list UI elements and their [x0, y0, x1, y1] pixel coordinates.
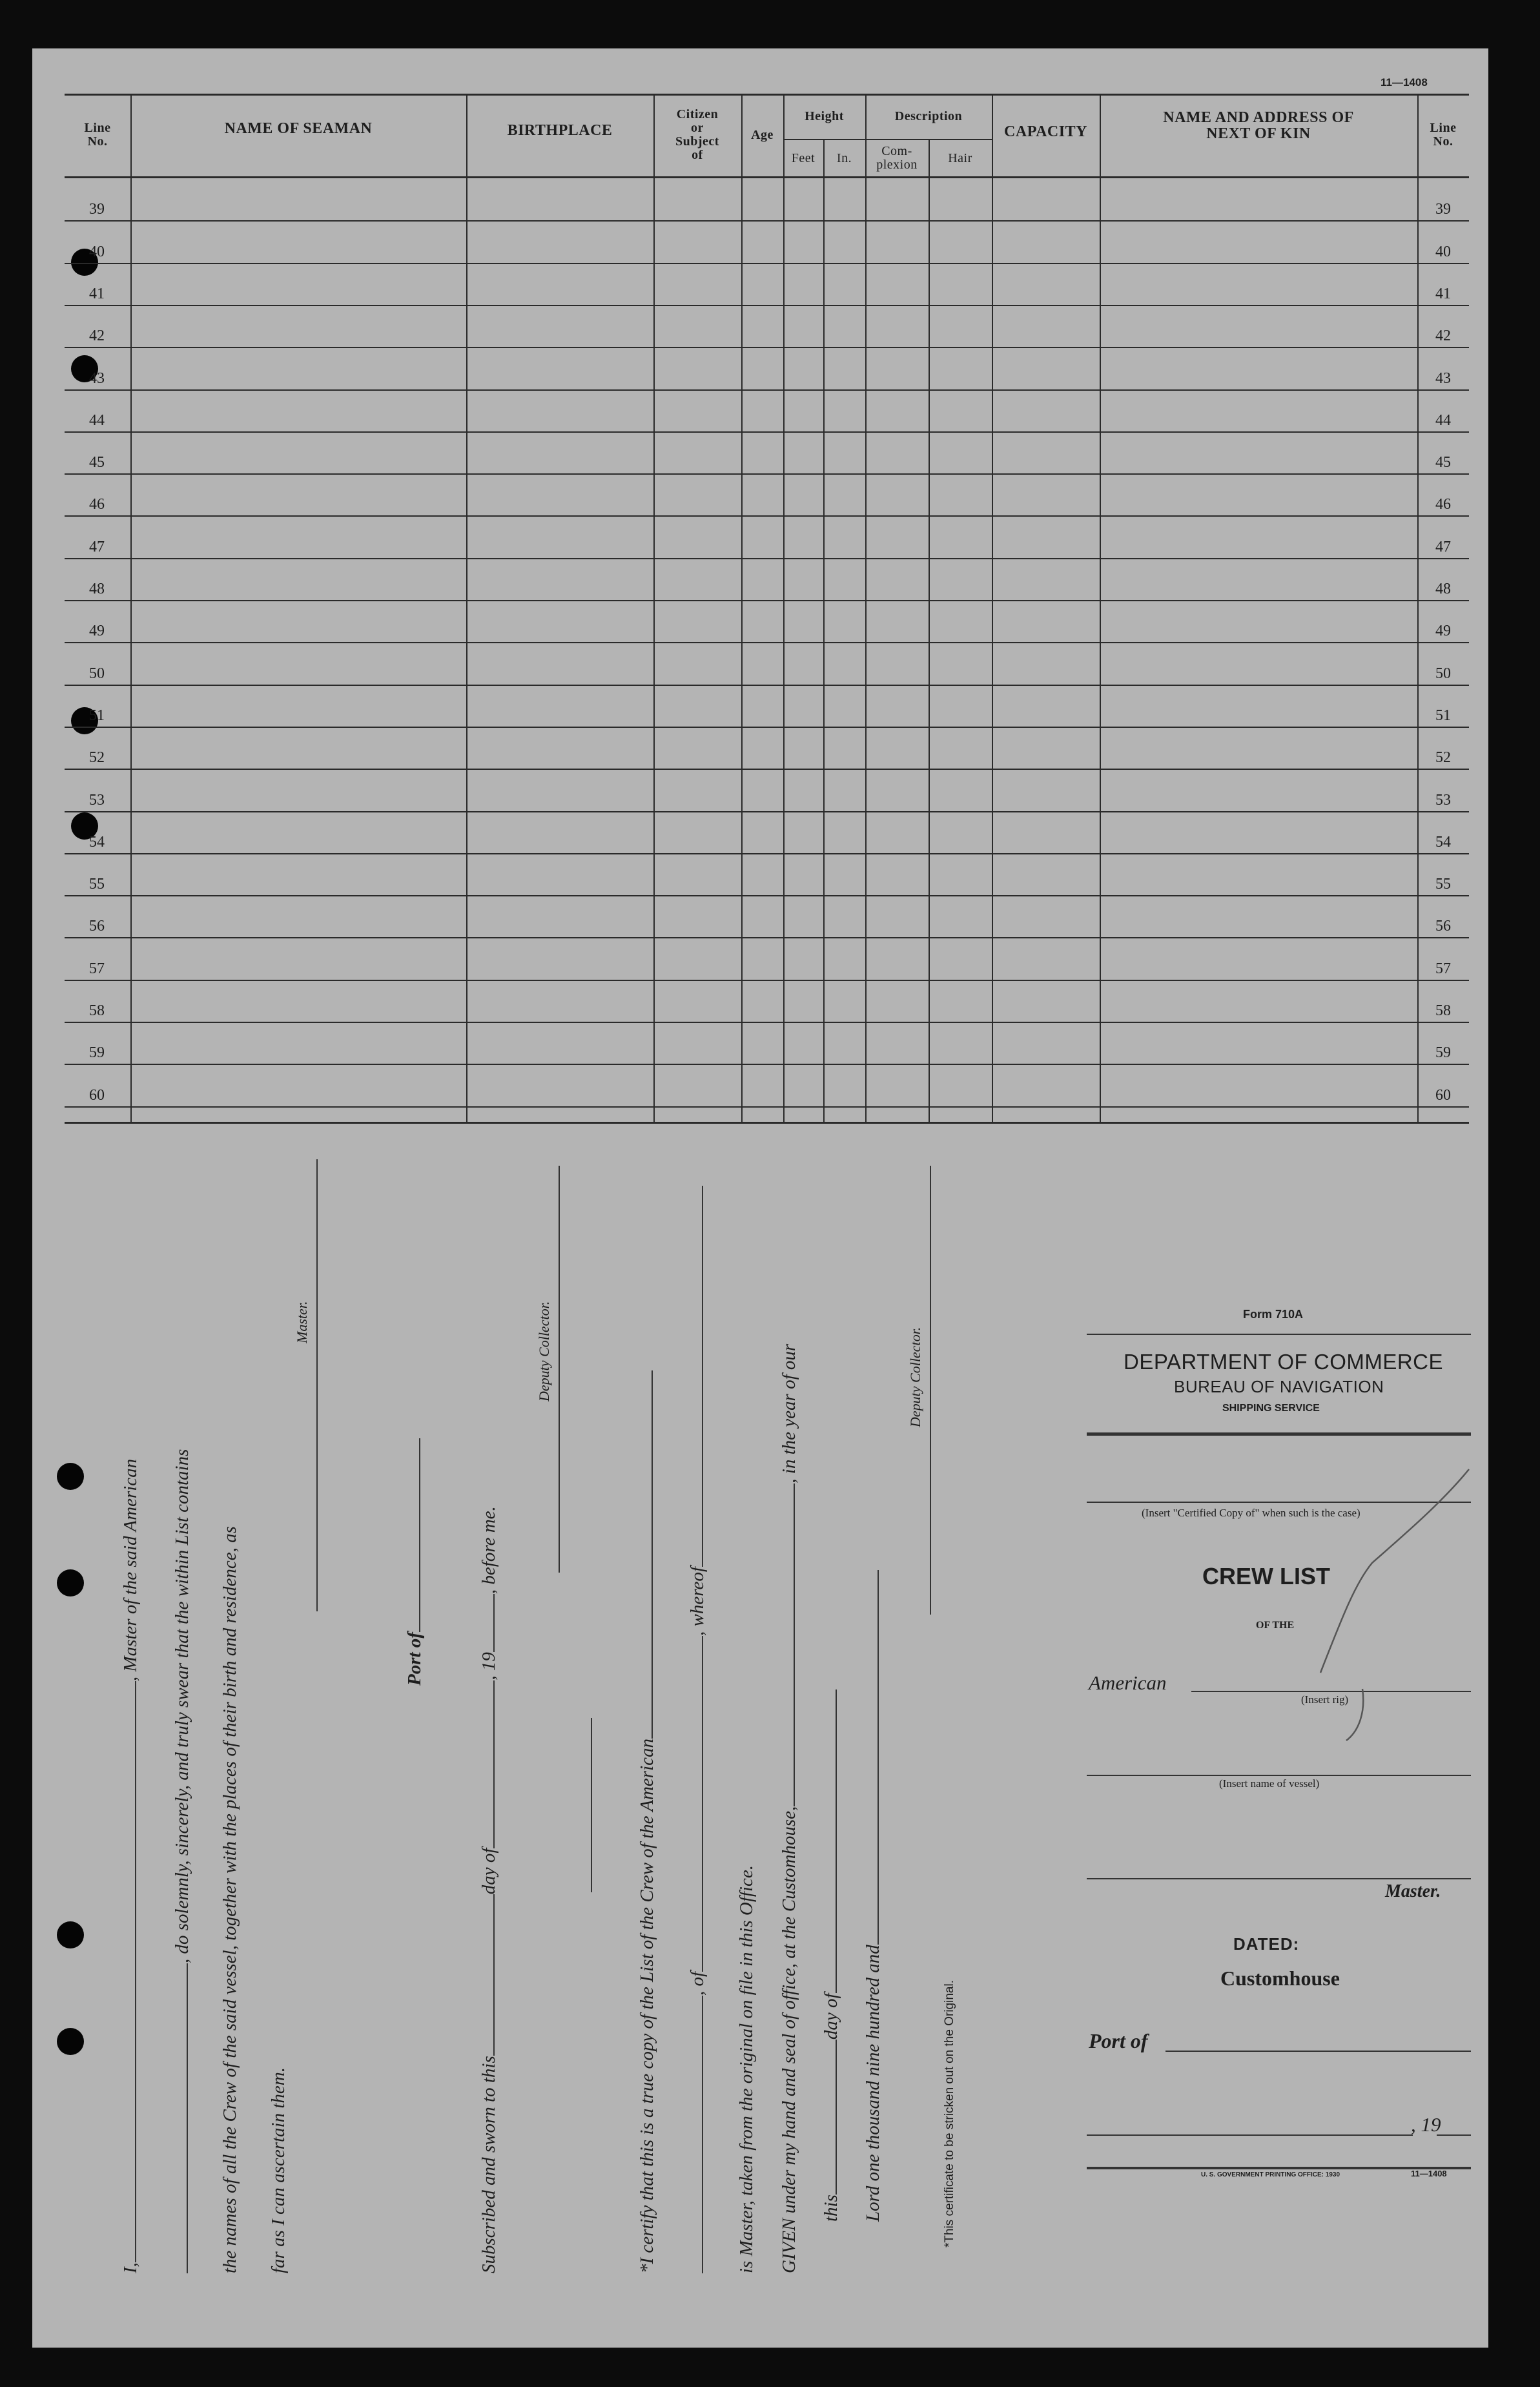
pencil-mark: [1343, 1686, 1369, 1744]
certify-line-1: *I certify that this is a true copy of the List of the Crew of the American: [636, 1370, 658, 2273]
given-line-3: Lord one thousand nine hundred and: [862, 1570, 884, 2222]
punch-hole: [57, 1569, 84, 1596]
header-line-no: Line No.: [84, 121, 111, 149]
line-number-right: 59: [1435, 1044, 1451, 1061]
line-number-left: 55: [89, 876, 105, 893]
line-number-right: 44: [1435, 412, 1451, 429]
line-number-left: 41: [89, 285, 105, 302]
line-number-right: 39: [1435, 201, 1451, 218]
header-line-no-right: Line No.: [1430, 121, 1457, 149]
line-number-right: 46: [1435, 496, 1451, 513]
row-rule: [65, 895, 1469, 896]
oath-line-3: the names of all the Crew of the said vessel, together with the places of their birth and residence, as: [220, 1526, 240, 2273]
insert-rig-note: (Insert rig): [1301, 1693, 1349, 1706]
crew-table: [65, 94, 1469, 1124]
year-label: , 19: [1411, 2113, 1441, 2136]
port-of-label-panel: Port of: [1089, 2029, 1148, 2052]
printer-imprint: U. S. GOVERNMENT PRINTING OFFICE: 1930: [1201, 2171, 1340, 2178]
oath-line-1: I,, Master of the said American: [120, 1458, 141, 2273]
line-number-right: 43: [1435, 370, 1451, 387]
line-number-right: 56: [1435, 918, 1451, 935]
row-rule: [65, 685, 1469, 686]
form-number: Form 710A: [1243, 1308, 1304, 1321]
insert-certified-note: (Insert "Certified Copy of" when such is the case): [1142, 1507, 1360, 1519]
punch-hole: [57, 1463, 84, 1490]
form-code-top: 11—1408: [1381, 76, 1428, 88]
row-rule: [65, 220, 1469, 222]
row-rule: [65, 1106, 1469, 1108]
line-number-right: 50: [1435, 665, 1451, 682]
line-number-right: 52: [1435, 749, 1451, 766]
row-rule: [65, 263, 1469, 264]
master-caption: Master.: [294, 1301, 310, 1343]
line-number-right: 48: [1435, 581, 1451, 597]
header-inches: In.: [836, 150, 852, 165]
header-hair: Hair: [948, 150, 972, 165]
punch-hole: [57, 1921, 84, 1948]
line-number-right: 57: [1435, 960, 1451, 977]
line-number-left: 56: [89, 918, 105, 935]
row-rule: [65, 558, 1469, 559]
row-rule: [65, 769, 1469, 770]
row-rule: [65, 980, 1469, 981]
certify-line-2: , of, whereof: [686, 1186, 708, 2273]
header-height: Height: [805, 108, 844, 123]
row-rule: [65, 305, 1469, 306]
header-complexion: Com-plexion: [876, 144, 918, 172]
row-rule: [65, 727, 1469, 728]
header-citizen: Citizen or Subject of: [675, 107, 719, 162]
row-rule: [65, 347, 1469, 348]
given-line-1: GIVEN under my hand and seal of office, at the Customhouse,, in the year of our: [779, 1343, 799, 2273]
row-rule: [65, 1064, 1469, 1065]
line-number-left: 48: [89, 581, 105, 597]
given-line-2: thisday of: [820, 1690, 842, 2222]
dated-label: DATED:: [1233, 1934, 1300, 1954]
oath-block: [119, 1143, 1023, 2273]
header-description: Description: [894, 108, 963, 123]
line-number-left: 46: [89, 496, 105, 513]
deputy-collector-caption-2: Deputy Collector.: [907, 1327, 923, 1427]
line-number-left: 57: [89, 960, 105, 977]
line-number-right: 55: [1435, 876, 1451, 893]
line-number-left: 43: [89, 370, 105, 387]
punch-hole: [57, 2028, 84, 2055]
line-number-left: 39: [89, 201, 105, 218]
shipping-service: SHIPPING SERVICE: [1222, 1403, 1320, 1414]
oath-line-4: far as I can ascertain them.: [268, 2067, 289, 2273]
row-rule: [65, 853, 1469, 854]
department-title: DEPARTMENT OF COMMERCE: [1124, 1350, 1444, 1374]
line-number-left: 54: [89, 834, 105, 851]
line-number-right: 47: [1435, 539, 1451, 555]
deputy-collector-caption-1: Deputy Collector.: [536, 1301, 552, 1401]
line-number-left: 50: [89, 665, 105, 682]
line-number-left: 58: [89, 1002, 105, 1019]
of-the-label: OF THE: [1256, 1620, 1295, 1631]
line-number-left: 59: [89, 1044, 105, 1061]
row-rule: [65, 811, 1469, 812]
row-rule: [65, 431, 1469, 433]
american-label: American: [1089, 1671, 1167, 1694]
row-rule: [65, 937, 1469, 938]
header-feet: Feet: [791, 150, 816, 165]
line-number-left: 60: [89, 1087, 105, 1104]
oath-line-2: , do solemnly, sincerely, and truly swear that the within List contains: [171, 1449, 193, 2273]
line-number-right: 54: [1435, 834, 1451, 851]
line-number-right: 58: [1435, 1002, 1451, 1019]
row-rule: [65, 642, 1469, 643]
crew-list-title: CREW LIST: [1202, 1563, 1330, 1589]
line-number-right: 41: [1435, 285, 1451, 302]
row-rule: [65, 389, 1469, 391]
line-number-left: 44: [89, 412, 105, 429]
insert-vessel-note: (Insert name of vessel): [1219, 1777, 1320, 1790]
line-number-left: 45: [89, 454, 105, 471]
header-capacity: CAPACITY: [1004, 123, 1087, 141]
row-rule: [65, 515, 1469, 517]
header-name-of-seaman: NAME OF SEAMAN: [224, 120, 373, 138]
certify-line-3: is Master, taken from the original on file in this Office.: [736, 1865, 757, 2273]
line-number-left: 49: [89, 623, 105, 639]
master-label: Master.: [1385, 1881, 1441, 1901]
certificate-footnote: *This certificate to be stricken out on the Original.: [943, 1980, 956, 2248]
line-number-right: 51: [1435, 707, 1451, 724]
line-number-right: 60: [1435, 1087, 1451, 1104]
line-number-right: 53: [1435, 792, 1451, 809]
header-birthplace: BIRTHPLACE: [507, 121, 613, 139]
panel-form-code: 11—1408: [1411, 2169, 1447, 2178]
line-number-left: 42: [89, 327, 105, 344]
header-age: Age: [751, 127, 774, 142]
row-rule: [65, 1022, 1469, 1023]
line-number-left: 51: [89, 707, 105, 724]
bureau-title: BUREAU OF NAVIGATION: [1174, 1377, 1384, 1396]
line-number-right: 45: [1435, 454, 1451, 471]
line-number-right: 40: [1435, 243, 1451, 260]
row-rule: [65, 473, 1469, 475]
port-of-label: Port of: [404, 1438, 426, 1686]
header-next-of-kin: NAME AND ADDRESS OF NEXT OF KIN: [1163, 108, 1354, 142]
customhouse-label: Customhouse: [1220, 1967, 1340, 1990]
subscribed-line: Subscribed and sworn to thisday of, 19, before me.: [478, 1506, 499, 2273]
row-rule: [65, 600, 1469, 601]
line-number-left: 52: [89, 749, 105, 766]
line-number-right: 49: [1435, 623, 1451, 639]
line-number-left: 47: [89, 539, 105, 555]
pencil-stroke: [1317, 1466, 1479, 1679]
line-number-right: 42: [1435, 327, 1451, 344]
line-number-left: 40: [89, 243, 105, 260]
line-number-left: 53: [89, 792, 105, 809]
